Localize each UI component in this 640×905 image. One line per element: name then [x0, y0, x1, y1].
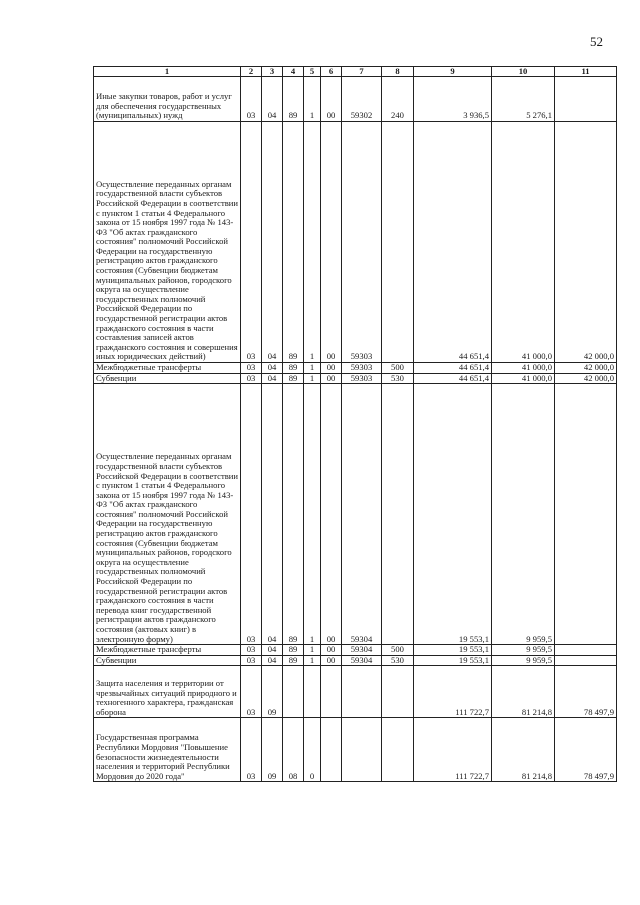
cell-amount-2: 41 000,0: [492, 373, 555, 384]
cell-direction: 59303: [342, 363, 382, 374]
cell-event: 00: [321, 384, 342, 645]
cell-pr: 04: [262, 655, 283, 666]
cell-direction: 59304: [342, 645, 382, 656]
table-row: [94, 122, 617, 363]
cell-amount-2: 81 214,8: [492, 666, 555, 718]
cell-amount-2: 9 959,5: [492, 645, 555, 656]
row-name: Межбюджетные трансферты: [94, 645, 241, 656]
header-col-2: 2: [241, 67, 262, 77]
cell-event: 00: [321, 645, 342, 656]
table-row: [94, 666, 617, 718]
cell-event: 00: [321, 77, 342, 122]
cell-pr: 09: [262, 718, 283, 782]
cell-direction: 59302: [342, 77, 382, 122]
cell-rz: 03: [241, 363, 262, 374]
cell-program: [283, 666, 304, 718]
cell-subprogram: 1: [304, 77, 321, 122]
cell-subprogram: 1: [304, 655, 321, 666]
cell-amount-3: [555, 77, 617, 122]
cell-rz: 03: [241, 655, 262, 666]
cell-event: 00: [321, 363, 342, 374]
row-name: Осуществление переданных органам государственной власти субъектов Российской Федерации в соответствии с пунктом 1 статьи 4 Федерального закона от 15 ноября 1997 года № 143-ФЗ "Об актах гражданского состояния" полномочий Российской Федерации на государственную регистрацию актов гражданского состояния (Субвенции бюджетам муниципальных районов, городского округа на осуществление государственных полномочий Российской Федерации по государственной регистрации актов гражданского состояния в части перевода книг государственной регистрации актов гражданского состояния (актовых книг) в электронную форму): [94, 384, 241, 645]
cell-amount-1: 44 651,4: [414, 122, 492, 363]
cell-expense-type: [382, 718, 414, 782]
table-row: [94, 718, 617, 782]
cell-amount-2: 41 000,0: [492, 122, 555, 363]
row-name: Защита населения и территории от чрезвычайных ситуаций природного и техногенного характера, гражданская оборона: [94, 666, 241, 718]
cell-subprogram: [304, 666, 321, 718]
cell-direction: 59304: [342, 655, 382, 666]
cell-program: 08: [283, 718, 304, 782]
cell-amount-2: 41 000,0: [492, 363, 555, 374]
cell-amount-3: [555, 655, 617, 666]
header-col-1: 1: [94, 67, 241, 77]
cell-subprogram: 1: [304, 373, 321, 384]
cell-pr: 04: [262, 122, 283, 363]
cell-pr: 04: [262, 645, 283, 656]
row-name: Государственная программа Республики Мордовия "Повышение безопасности жизнедеятельности населения и территорий Республики Мордовия до 2020 года": [94, 718, 241, 782]
header-col-9: 9: [414, 67, 492, 77]
cell-expense-type: 530: [382, 373, 414, 384]
header-col-3: 3: [262, 67, 283, 77]
cell-amount-2: 9 959,5: [492, 384, 555, 645]
cell-amount-3: 42 000,0: [555, 363, 617, 374]
cell-program: 89: [283, 77, 304, 122]
cell-amount-1: 111 722,7: [414, 666, 492, 718]
cell-direction: [342, 666, 382, 718]
cell-amount-1: 111 722,7: [414, 718, 492, 782]
cell-amount-1: 44 651,4: [414, 373, 492, 384]
cell-program: 89: [283, 373, 304, 384]
cell-rz: 03: [241, 666, 262, 718]
cell-amount-3: [555, 645, 617, 656]
table-row: [94, 384, 617, 645]
cell-direction: [342, 718, 382, 782]
cell-amount-1: 19 553,1: [414, 645, 492, 656]
header-col-11: 11: [555, 67, 617, 77]
cell-subprogram: 1: [304, 645, 321, 656]
table-row: [94, 645, 617, 656]
header-col-5: 5: [304, 67, 321, 77]
cell-event: 00: [321, 373, 342, 384]
table-row: [94, 373, 617, 384]
cell-pr: 04: [262, 384, 283, 645]
cell-amount-3: [555, 384, 617, 645]
cell-amount-2: 81 214,8: [492, 718, 555, 782]
cell-amount-3: 78 497,9: [555, 718, 617, 782]
table-row: [94, 363, 617, 374]
row-name: Осуществление переданных органам государственной власти субъектов Российской Федерации в соответствии с пунктом 1 статьи 4 Федерального закона от 15 ноября 1997 года № 143-ФЗ "Об актах гражданского состояния" полномочий Российской Федерации на государственную регистрацию актов гражданского состояния (Субвенции бюджетам муниципальных районов, городского округа на осуществление государственных полномочий Российской Федерации по государственной регистрации актов гражданского состояния в части составления записей актов гражданского состояния и совершения иных юридических действий): [94, 122, 241, 363]
cell-expense-type: 500: [382, 363, 414, 374]
cell-amount-3: 42 000,0: [555, 373, 617, 384]
cell-amount-2: 9 959,5: [492, 655, 555, 666]
cell-program: 89: [283, 363, 304, 374]
cell-direction: 59303: [342, 122, 382, 363]
cell-rz: 03: [241, 77, 262, 122]
row-name: Иные закупки товаров, работ и услуг для обеспечения государственных (муниципальных) нужд: [94, 77, 241, 122]
row-name: Межбюджетные трансферты: [94, 363, 241, 374]
cell-amount-1: 19 553,1: [414, 655, 492, 666]
cell-amount-3: 42 000,0: [555, 122, 617, 363]
cell-pr: 04: [262, 363, 283, 374]
cell-event: [321, 666, 342, 718]
header-col-4: 4: [283, 67, 304, 77]
row-name: Субвенции: [94, 655, 241, 666]
cell-event: [321, 718, 342, 782]
cell-program: 89: [283, 645, 304, 656]
cell-amount-2: 5 276,1: [492, 77, 555, 122]
row-name: Субвенции: [94, 373, 241, 384]
cell-rz: 03: [241, 373, 262, 384]
cell-subprogram: 0: [304, 718, 321, 782]
cell-subprogram: 1: [304, 363, 321, 374]
budget-table: [93, 66, 617, 782]
cell-amount-1: 19 553,1: [414, 384, 492, 645]
cell-rz: 03: [241, 718, 262, 782]
cell-event: 00: [321, 122, 342, 363]
header-col-7: 7: [342, 67, 382, 77]
header-col-8: 8: [382, 67, 414, 77]
cell-pr: 04: [262, 77, 283, 122]
cell-program: 89: [283, 655, 304, 666]
cell-expense-type: 240: [382, 77, 414, 122]
table-row: [94, 655, 617, 666]
cell-rz: 03: [241, 645, 262, 656]
cell-program: 89: [283, 122, 304, 363]
cell-amount-3: 78 497,9: [555, 666, 617, 718]
cell-rz: 03: [241, 384, 262, 645]
cell-direction: 59304: [342, 384, 382, 645]
cell-pr: 04: [262, 373, 283, 384]
cell-amount-1: 3 936,5: [414, 77, 492, 122]
cell-direction: 59303: [342, 373, 382, 384]
cell-event: 00: [321, 655, 342, 666]
cell-rz: 03: [241, 122, 262, 363]
header-col-10: 10: [492, 67, 555, 77]
cell-expense-type: 530: [382, 655, 414, 666]
cell-program: 89: [283, 384, 304, 645]
cell-subprogram: 1: [304, 384, 321, 645]
table-row: [94, 77, 617, 122]
header-row: [94, 67, 617, 77]
cell-amount-1: 44 651,4: [414, 363, 492, 374]
page-number: 52: [590, 34, 603, 49]
cell-pr: 09: [262, 666, 283, 718]
cell-expense-type: [382, 122, 414, 363]
header-col-6: 6: [321, 67, 342, 77]
cell-expense-type: 500: [382, 645, 414, 656]
cell-expense-type: [382, 666, 414, 718]
cell-expense-type: [382, 384, 414, 645]
cell-subprogram: 1: [304, 122, 321, 363]
